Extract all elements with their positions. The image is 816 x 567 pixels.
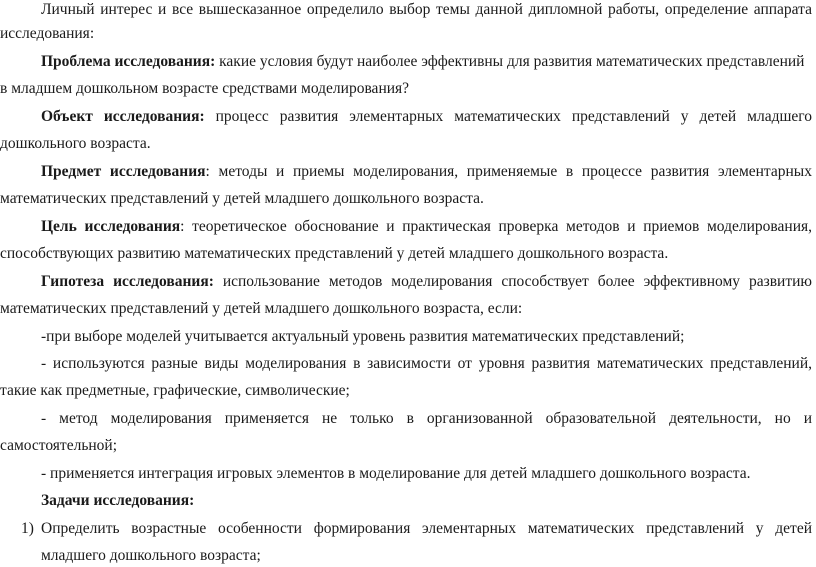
goal-line-1: Цель исследования: теоретическое обоснование и практическая проверка методов и приемов моделирования, (41, 218, 812, 235)
problem-line-2: в младшем дошкольном возрасте средствами моделирования? (0, 80, 410, 97)
object-line-2: дошкольного возраста. (0, 135, 151, 152)
object-line-1: Объект исследования: процесс развития элементарных математических представлений у детей младшего (41, 108, 812, 125)
subject-line-1: Предмет исследования: методы и приемы моделирования, применяемые в процессе развития элементарных (41, 163, 812, 180)
problem-line-1: Проблема исследования: какие условия будут наиболее эффективны для развития математических представлений (41, 53, 805, 70)
condition-item-3-line-2: самостоятельной; (0, 437, 118, 454)
condition-item-1: -при выборе моделей учитывается актуальный уровень развития математических представлений; (41, 328, 685, 345)
hypothesis-line-2: математических представлений у детей младшего дошкольного возраста, если: (0, 300, 523, 317)
task-item-1-line-2: младшего дошкольного возраста; (41, 547, 261, 564)
goal-label: Цель исследования (41, 218, 181, 235)
tasks-heading: Задачи исследования: (41, 492, 195, 509)
intro-line-1: Личный интерес и все вышесказанное определило выбор темы данной дипломной работы, определение аппарата (41, 1, 812, 18)
object-label: Объект исследования: (41, 108, 205, 125)
intro-line-2: исследования: (0, 25, 95, 42)
subject-line-2: математических представлений у детей младшего дошкольного возраста. (0, 190, 484, 207)
condition-item-3-line-1: - метод моделирования применяется не только в организованной образовательной деятельности, но и (41, 410, 812, 427)
hypothesis-line-1: Гипотеза исследования: использование методов моделирования способствует более эффективному развитию (41, 273, 812, 290)
problem-label: Проблема исследования: (41, 53, 216, 70)
hypothesis-label: Гипотеза исследования: (41, 273, 214, 290)
task-item-1-number: 1) (21, 520, 34, 537)
subject-label: Предмет исследования (41, 163, 206, 180)
condition-item-4: - применяется интеграция игровых элементов в моделирование для детей младшего дошкольного возраста. (41, 465, 751, 482)
task-item-1-line-1: 1) Определить возрастные особенности формирования элементарных математических представлений у детей (0, 518, 812, 540)
condition-item-2-line-1: - используются разные виды моделирования в зависимости от уровня развития математических представлений, (41, 355, 812, 372)
condition-item-2-line-2: такие как предметные, графические, символические; (0, 382, 350, 399)
goal-line-2: способствующих развитию математических представлений у детей младшего дошкольного возраста. (0, 245, 669, 262)
